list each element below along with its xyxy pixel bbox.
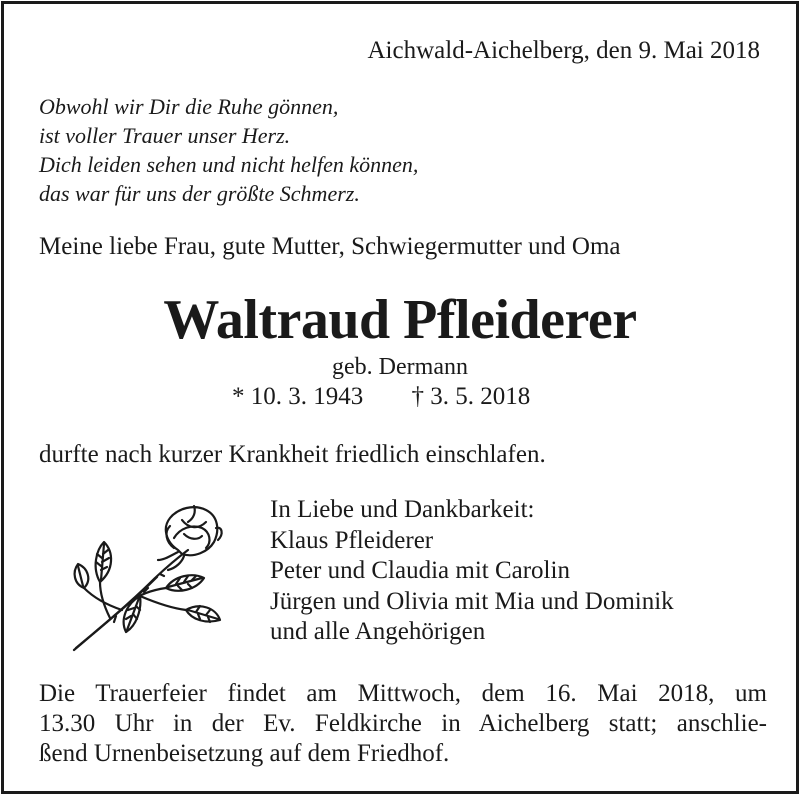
poem-line: Obwohl wir Dir die Ruhe gönnen,: [39, 94, 339, 119]
life-dates: [232, 382, 530, 412]
mourner-line: Klaus Pfleiderer: [270, 526, 434, 554]
mourner-line: Jürgen und Olivia mit Mia und Dominik: [270, 587, 674, 615]
deceased-name: Waltraud Pfleiderer: [163, 289, 637, 351]
poem-line: ist voller Trauer unser Herz.: [39, 123, 291, 148]
poem-line: das war für uns der größte Schmerz.: [39, 181, 360, 206]
rose-icon: [70, 498, 230, 658]
passing-text: durfte nach kurzer Krankheit friedlich einschlafen.: [39, 441, 546, 468]
death-date: † 3. 5. 2018: [411, 383, 531, 410]
funeral-line: Die Trauerfeier findet am Mittwoch, dem 16. Mai 2018, um: [39, 680, 767, 707]
mourners-heading: In Liebe und Dankbarkeit:: [270, 496, 535, 523]
mourner-line: und alle Angehörigen: [270, 618, 486, 645]
funeral-details: [39, 679, 767, 769]
funeral-line: 13.30 Uhr in der Ev. Feldkirche in Aichelberg statt; anschlie-: [39, 710, 767, 737]
mourner-line: Peter und Claudia mit Carolin: [270, 557, 570, 584]
mourners-list: [270, 495, 674, 648]
poem: [39, 92, 418, 208]
obituary-notice: [1, 1, 799, 794]
intro-text: Meine liebe Frau, gute Mutter, Schwiegermutter und Oma: [39, 233, 621, 260]
funeral-line: ßend Urnenbeisetzung auf dem Friedhof.: [39, 740, 450, 767]
birth-date: * 10. 3. 1943: [232, 383, 364, 410]
place-date: Aichwald-Aichelberg, den 9. Mai 2018: [367, 37, 760, 64]
poem-line: Dich leiden sehen und nicht helfen können,: [39, 152, 419, 177]
maiden-name: geb. Dermann: [332, 354, 468, 380]
